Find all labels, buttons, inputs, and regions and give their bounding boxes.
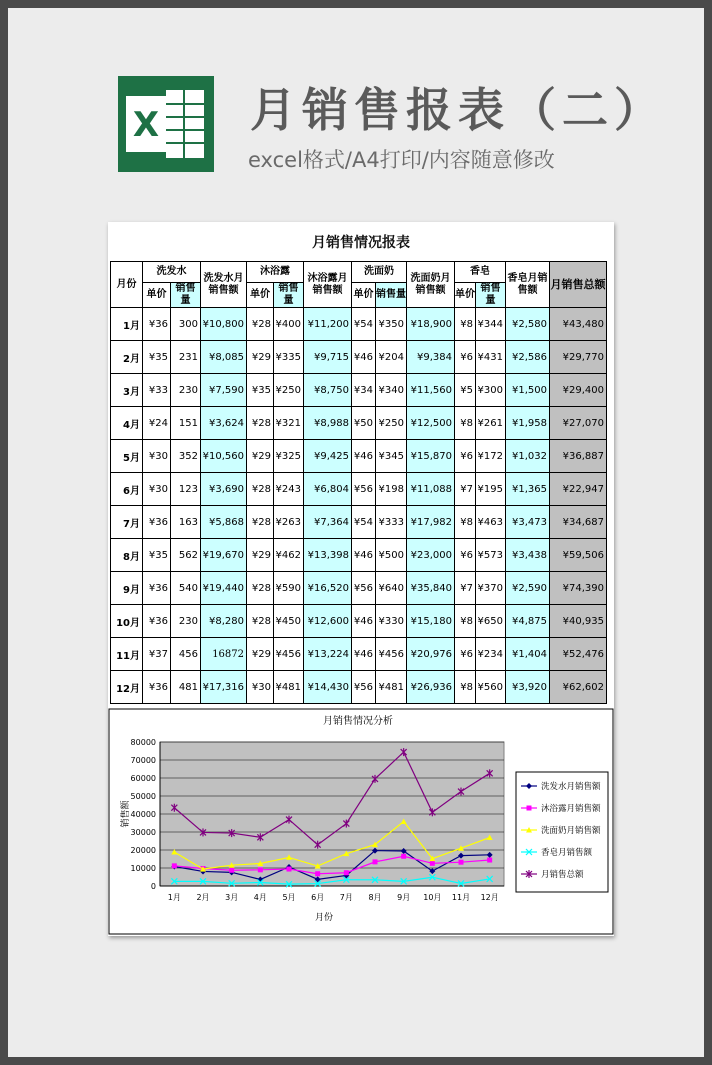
sales-cell[interactable]: ¥8,280 — [201, 605, 247, 638]
table-row — [111, 440, 607, 473]
sales-cell[interactable]: ¥17,316 — [201, 671, 247, 704]
table-cell[interactable]: ¥6 — [455, 539, 476, 572]
sales-cell[interactable]: ¥5,868 — [201, 506, 247, 539]
legend-label: 洗发水月销售额 — [541, 782, 601, 792]
y-axis-label: 销售额 — [121, 800, 131, 828]
table-cell[interactable]: ¥36 — [143, 671, 171, 704]
x-tick-label: 1月 — [167, 893, 181, 902]
table-row — [111, 671, 607, 704]
table-cell[interactable]: ¥450 — [274, 605, 304, 638]
x-tick-label: 2月 — [196, 893, 210, 902]
sales-cell[interactable]: ¥10,800 — [201, 308, 247, 341]
month-cell[interactable]: 2月 — [111, 341, 143, 374]
table-cell[interactable]: 151 — [171, 407, 201, 440]
table-cell[interactable]: ¥8 — [455, 506, 476, 539]
total-cell[interactable]: ¥36,887 — [550, 440, 607, 473]
data-point — [315, 871, 320, 876]
header-soap: 香皂 — [455, 262, 506, 283]
table-cell[interactable]: ¥172 — [476, 440, 506, 473]
table-cell[interactable]: ¥431 — [476, 341, 506, 374]
total-cell[interactable]: ¥40,935 — [550, 605, 607, 638]
header-shampoo-sales: 洗发水月销售额 — [201, 262, 247, 308]
table-cell[interactable]: ¥250 — [274, 374, 304, 407]
table-cell[interactable]: ¥34 — [352, 374, 376, 407]
table-cell[interactable]: ¥30 — [143, 440, 171, 473]
table-cell[interactable]: ¥36 — [143, 308, 171, 341]
sales-cell[interactable]: ¥9,425 — [304, 440, 352, 473]
legend-label: 月销售总额 — [541, 870, 584, 880]
sales-cell[interactable]: ¥11,088 — [407, 473, 455, 506]
y-tick-label: 30000 — [130, 828, 156, 837]
sales-cell[interactable]: ¥3,920 — [506, 671, 550, 704]
table-row — [111, 605, 607, 638]
sales-cell[interactable]: ¥19,440 — [201, 572, 247, 605]
table-row — [111, 374, 607, 407]
table-cell[interactable]: ¥54 — [352, 506, 376, 539]
header-gel: 沐浴露 — [247, 262, 304, 283]
table-cell[interactable]: 300 — [171, 308, 201, 341]
sales-cell[interactable]: ¥3,690 — [201, 473, 247, 506]
total-cell[interactable]: ¥43,480 — [550, 308, 607, 341]
table-cell[interactable]: ¥56 — [352, 572, 376, 605]
x-tick-label: 5月 — [282, 893, 296, 902]
sales-cell[interactable]: ¥3,473 — [506, 506, 550, 539]
table-cell[interactable]: ¥500 — [376, 539, 407, 572]
page-title: 月销售报表（二） — [250, 83, 666, 137]
month-cell[interactable]: 8月 — [111, 539, 143, 572]
y-tick-label: 80000 — [130, 738, 156, 747]
data-point — [344, 870, 349, 875]
table-cell[interactable]: ¥300 — [476, 374, 506, 407]
sales-cell[interactable]: ¥3,438 — [506, 539, 550, 572]
table-cell[interactable]: ¥46 — [352, 605, 376, 638]
sales-cell[interactable]: ¥8,988 — [304, 407, 352, 440]
table-cell[interactable]: ¥370 — [476, 572, 506, 605]
chart-title: 月销售情况分析 — [323, 716, 393, 727]
table-cell[interactable]: ¥29 — [247, 539, 274, 572]
sales-cell[interactable]: ¥4,875 — [506, 605, 550, 638]
month-cell[interactable]: 4月 — [111, 407, 143, 440]
sales-cell[interactable]: 16872 — [201, 638, 247, 671]
sales-cell[interactable]: ¥1,500 — [506, 374, 550, 407]
sales-cell[interactable]: ¥14,430 — [304, 671, 352, 704]
table-cell[interactable]: ¥46 — [352, 440, 376, 473]
month-cell[interactable]: 10月 — [111, 605, 143, 638]
sales-cell[interactable]: ¥9,715 — [304, 341, 352, 374]
sales-cell[interactable]: ¥12,600 — [304, 605, 352, 638]
sales-cell[interactable]: ¥1,032 — [506, 440, 550, 473]
data-point — [487, 858, 492, 863]
table-body — [111, 308, 607, 704]
x-tick-label: 10月 — [423, 893, 442, 902]
table-cell[interactable]: ¥5 — [455, 374, 476, 407]
table-cell[interactable]: ¥462 — [274, 539, 304, 572]
total-cell[interactable]: ¥34,687 — [550, 506, 607, 539]
total-cell[interactable]: ¥29,770 — [550, 341, 607, 374]
total-cell[interactable]: ¥74,390 — [550, 572, 607, 605]
table-cell[interactable]: ¥481 — [274, 671, 304, 704]
chart-area — [108, 708, 614, 936]
table-row — [111, 572, 607, 605]
month-cell[interactable]: 7月 — [111, 506, 143, 539]
table-cell[interactable]: ¥30 — [247, 671, 274, 704]
table-cell[interactable]: ¥234 — [476, 638, 506, 671]
header-unit-price: 单价 — [247, 283, 274, 308]
table-cell[interactable]: ¥573 — [476, 539, 506, 572]
table-cell[interactable]: ¥333 — [376, 506, 407, 539]
table-row — [111, 407, 607, 440]
sales-cell[interactable]: ¥12,500 — [407, 407, 455, 440]
table-cell[interactable]: ¥335 — [274, 341, 304, 374]
table-cell[interactable]: ¥250 — [376, 407, 407, 440]
y-tick-label: 60000 — [130, 774, 156, 783]
sales-cell[interactable]: ¥13,224 — [304, 638, 352, 671]
month-cell[interactable]: 12月 — [111, 671, 143, 704]
table-cell[interactable]: 456 — [171, 638, 201, 671]
header-unit-price: 单价 — [143, 283, 171, 308]
data-point — [229, 868, 234, 873]
sales-cell[interactable]: ¥1,365 — [506, 473, 550, 506]
table-cell[interactable]: ¥29 — [247, 440, 274, 473]
table-cell[interactable]: ¥8 — [455, 308, 476, 341]
table-cell[interactable]: ¥56 — [352, 473, 376, 506]
table-cell[interactable]: ¥325 — [274, 440, 304, 473]
table-cell[interactable]: ¥8 — [455, 605, 476, 638]
header-quantity: 销售量 — [274, 283, 304, 308]
table-cell[interactable]: ¥350 — [376, 308, 407, 341]
table-cell[interactable]: 230 — [171, 374, 201, 407]
table-cell[interactable]: ¥35 — [247, 374, 274, 407]
sales-cell[interactable]: ¥23,000 — [407, 539, 455, 572]
sales-cell[interactable]: ¥1,958 — [506, 407, 550, 440]
table-cell[interactable]: ¥28 — [247, 572, 274, 605]
header-gel-sales: 沐浴露月销售额 — [304, 262, 352, 308]
legend-label: 沐浴露月销售额 — [541, 804, 601, 814]
sales-cell[interactable]: ¥19,670 — [201, 539, 247, 572]
page-subtitle: excel格式/A4打印/内容随意修改 — [248, 148, 555, 172]
table-row — [111, 506, 607, 539]
legend-marker — [527, 806, 532, 811]
legend-label: 香皂月销售额 — [541, 848, 593, 858]
table-cell[interactable]: ¥560 — [476, 671, 506, 704]
data-point — [258, 867, 263, 872]
table-cell[interactable]: ¥6 — [455, 440, 476, 473]
table-cell[interactable]: ¥330 — [376, 605, 407, 638]
report-sheet — [108, 222, 614, 936]
table-cell[interactable]: ¥204 — [376, 341, 407, 374]
data-point — [373, 859, 378, 864]
table-cell[interactable]: ¥263 — [274, 506, 304, 539]
table-cell[interactable]: ¥46 — [352, 341, 376, 374]
table-cell[interactable]: ¥463 — [476, 506, 506, 539]
y-tick-label: 20000 — [130, 846, 156, 855]
table-row — [111, 539, 607, 572]
month-cell[interactable]: 1月 — [111, 308, 143, 341]
table-cell[interactable]: ¥243 — [274, 473, 304, 506]
excel-logo-icon — [118, 76, 214, 172]
table-row — [111, 473, 607, 506]
sales-cell[interactable]: ¥9,384 — [407, 341, 455, 374]
table-cell[interactable]: ¥321 — [274, 407, 304, 440]
table-cell[interactable]: ¥37 — [143, 638, 171, 671]
x-tick-label: 8月 — [368, 893, 382, 902]
sales-cell[interactable]: ¥8,085 — [201, 341, 247, 374]
header-soap-sales: 香皂月销售额 — [506, 262, 550, 308]
table-cell[interactable]: 562 — [171, 539, 201, 572]
table-cell[interactable]: ¥36 — [143, 605, 171, 638]
table-cell[interactable]: ¥198 — [376, 473, 407, 506]
table-cell[interactable]: ¥28 — [247, 605, 274, 638]
header-cleanser-sales: 洗面奶月销售额 — [407, 262, 455, 308]
total-cell[interactable]: ¥59,506 — [550, 539, 607, 572]
table-cell[interactable]: ¥650 — [476, 605, 506, 638]
table-cell[interactable]: ¥33 — [143, 374, 171, 407]
table-cell[interactable]: 231 — [171, 341, 201, 374]
table-cell[interactable]: ¥456 — [274, 638, 304, 671]
sales-cell[interactable]: ¥7,590 — [201, 374, 247, 407]
table-cell[interactable]: ¥344 — [476, 308, 506, 341]
table-cell[interactable]: ¥56 — [352, 671, 376, 704]
sales-cell[interactable]: ¥17,982 — [407, 506, 455, 539]
sales-cell[interactable]: ¥10,560 — [201, 440, 247, 473]
table-cell[interactable]: ¥7 — [455, 572, 476, 605]
table-cell[interactable]: ¥46 — [352, 638, 376, 671]
data-point — [459, 860, 464, 865]
table-cell[interactable]: 163 — [171, 506, 201, 539]
x-tick-label: 11月 — [451, 893, 471, 902]
sales-cell[interactable]: ¥2,580 — [506, 308, 550, 341]
table-cell[interactable]: ¥28 — [247, 407, 274, 440]
month-cell[interactable]: 3月 — [111, 374, 143, 407]
y-tick-label: 70000 — [130, 756, 156, 765]
y-tick-label: 40000 — [130, 810, 156, 819]
sales-cell[interactable]: ¥15,870 — [407, 440, 455, 473]
sales-cell[interactable]: ¥15,180 — [407, 605, 455, 638]
total-cell[interactable]: ¥52,476 — [550, 638, 607, 671]
sales-cell[interactable]: ¥2,590 — [506, 572, 550, 605]
header-shampoo: 洗发水 — [143, 262, 201, 283]
table-row — [111, 341, 607, 374]
table-row — [111, 638, 607, 671]
table-cell[interactable]: ¥46 — [352, 539, 376, 572]
header-unit-price: 单价 — [455, 283, 476, 308]
table-cell[interactable]: ¥36 — [143, 506, 171, 539]
x-tick-label: 9月 — [397, 893, 411, 902]
header-unit-price: 单价 — [352, 283, 376, 308]
table-cell[interactable]: ¥481 — [376, 671, 407, 704]
data-point — [401, 854, 406, 859]
x-tick-label: 3月 — [225, 893, 239, 902]
x-tick-label: 12月 — [480, 893, 499, 902]
table-cell[interactable]: ¥28 — [247, 506, 274, 539]
sales-cell[interactable]: ¥16,520 — [304, 572, 352, 605]
table-row — [111, 308, 607, 341]
table-cell[interactable]: ¥456 — [376, 638, 407, 671]
table-cell[interactable]: ¥29 — [247, 341, 274, 374]
x-tick-label: 4月 — [253, 893, 267, 902]
sheet-title: 月销售情况报表 — [312, 235, 410, 251]
total-cell[interactable]: ¥29,400 — [550, 374, 607, 407]
table-cell[interactable]: ¥6 — [455, 638, 476, 671]
x-tick-label: 6月 — [311, 893, 325, 902]
table-cell[interactable]: ¥28 — [247, 308, 274, 341]
table-cell[interactable]: ¥54 — [352, 308, 376, 341]
legend-label: 洗面奶月销售额 — [541, 826, 601, 836]
month-cell[interactable]: 6月 — [111, 473, 143, 506]
table-cell[interactable]: 540 — [171, 572, 201, 605]
table-cell[interactable]: ¥261 — [476, 407, 506, 440]
table-cell[interactable]: 481 — [171, 671, 201, 704]
sales-cell[interactable]: ¥13,398 — [304, 539, 352, 572]
sales-cell[interactable]: ¥18,900 — [407, 308, 455, 341]
header-quantity: 销售量 — [171, 283, 201, 308]
table-cell[interactable]: ¥36 — [143, 572, 171, 605]
sales-cell[interactable]: ¥11,200 — [304, 308, 352, 341]
table-cell[interactable]: ¥35 — [143, 341, 171, 374]
table-cell[interactable]: ¥8 — [455, 671, 476, 704]
header-cleanser: 洗面奶 — [352, 262, 407, 283]
data-point — [287, 867, 292, 872]
sales-cell[interactable]: ¥20,976 — [407, 638, 455, 671]
table-cell[interactable]: ¥29 — [247, 638, 274, 671]
sales-line-chart — [108, 708, 614, 936]
month-cell[interactable]: 9月 — [111, 572, 143, 605]
table-cell[interactable]: ¥590 — [274, 572, 304, 605]
total-cell[interactable]: ¥22,947 — [550, 473, 607, 506]
header-quantity: 销售量 — [376, 283, 407, 308]
table-cell[interactable]: ¥345 — [376, 440, 407, 473]
table-cell[interactable]: ¥400 — [274, 308, 304, 341]
y-tick-label: 0 — [150, 882, 156, 891]
table-cell[interactable]: ¥6 — [455, 341, 476, 374]
header-month: 月份 — [111, 262, 143, 308]
table-cell[interactable]: ¥8 — [455, 407, 476, 440]
table-cell[interactable]: ¥195 — [476, 473, 506, 506]
table-cell[interactable]: ¥28 — [247, 473, 274, 506]
table-cell[interactable]: ¥340 — [376, 374, 407, 407]
y-tick-label: 50000 — [130, 792, 156, 801]
data-point — [430, 861, 435, 866]
sales-cell[interactable]: ¥1,404 — [506, 638, 550, 671]
table-cell[interactable]: 123 — [171, 473, 201, 506]
table-cell[interactable]: ¥24 — [143, 407, 171, 440]
x-axis-label: 月份 — [314, 913, 334, 923]
table-cell[interactable]: 230 — [171, 605, 201, 638]
header-total: 月销售总额 — [550, 262, 607, 308]
total-cell[interactable]: ¥62,602 — [550, 671, 607, 704]
sales-cell[interactable]: ¥2,586 — [506, 341, 550, 374]
sales-cell[interactable]: ¥7,364 — [304, 506, 352, 539]
sales-cell[interactable]: ¥35,840 — [407, 572, 455, 605]
total-cell[interactable]: ¥27,070 — [550, 407, 607, 440]
sales-cell[interactable]: ¥3,624 — [201, 407, 247, 440]
data-point — [172, 863, 177, 868]
month-cell[interactable]: 5月 — [111, 440, 143, 473]
table-cell[interactable]: 352 — [171, 440, 201, 473]
x-tick-label: 7月 — [339, 893, 353, 902]
sales-cell[interactable]: ¥26,936 — [407, 671, 455, 704]
page-frame — [8, 8, 704, 1057]
table-cell[interactable]: ¥50 — [352, 407, 376, 440]
table-cell[interactable]: ¥30 — [143, 473, 171, 506]
excel-logo-letter: X — [132, 105, 160, 145]
sales-table — [110, 261, 607, 704]
table-cell[interactable]: ¥35 — [143, 539, 171, 572]
table-cell[interactable]: ¥7 — [455, 473, 476, 506]
header-quantity: 销售量 — [476, 283, 506, 308]
sales-cell[interactable]: ¥8,750 — [304, 374, 352, 407]
table-cell[interactable]: ¥640 — [376, 572, 407, 605]
sales-cell[interactable]: ¥6,804 — [304, 473, 352, 506]
month-cell[interactable]: 11月 — [111, 638, 143, 671]
sales-cell[interactable]: ¥11,560 — [407, 374, 455, 407]
y-tick-label: 10000 — [130, 864, 156, 873]
